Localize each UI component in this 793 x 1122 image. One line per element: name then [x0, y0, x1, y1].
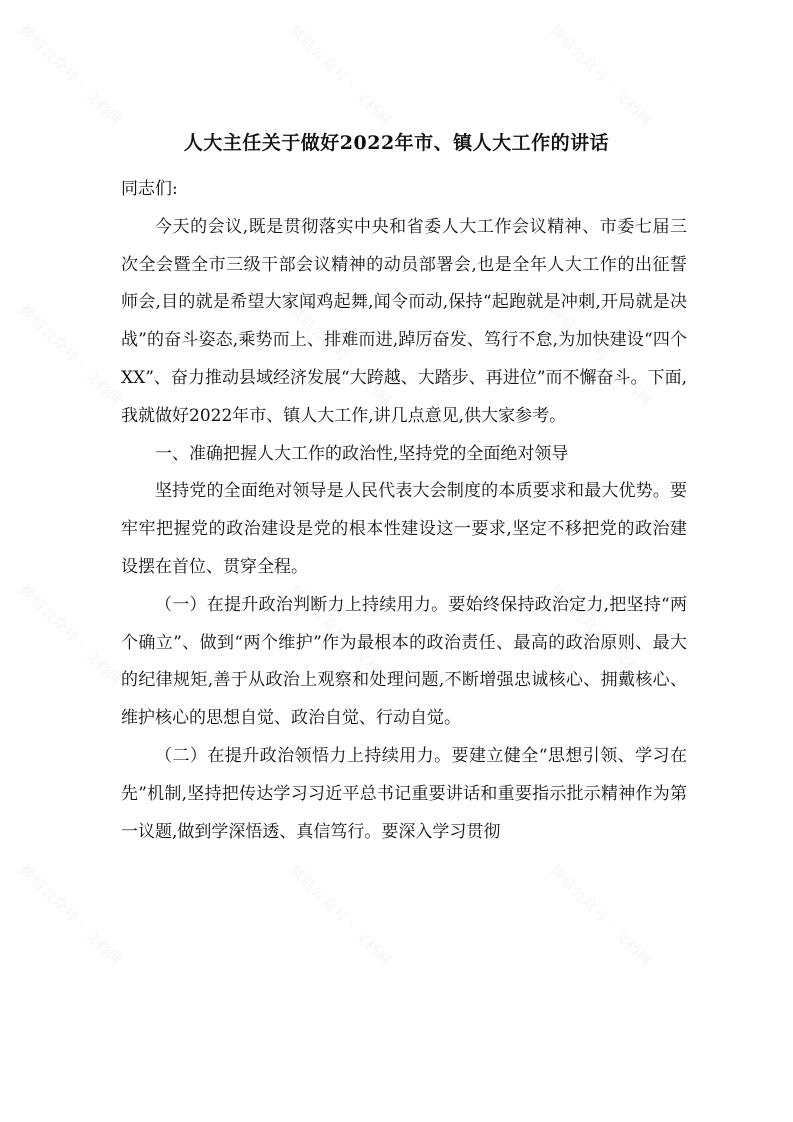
watermark: 微信公众号 · 文档网 — [546, 22, 655, 130]
paragraph-subsection-1: （一）在提升政治判断力上持续用力。要始终保持政治定力,把坚持“两个确立”、做到“两个维护”作为最根本的政治责任、最高的政治原则、最大的纪律规矩,善于从政治上观察和处理问题,不断增强忠诚核心、拥戴核心、维护核心的思想自觉、政治自觉、行动自觉。 — [121, 594, 687, 729]
watermark: 微信公众号 · 文档网 — [286, 302, 395, 410]
greeting: 同志们: — [121, 179, 178, 199]
document-title: 人大主任关于做好2022年市、镇人大工作的讲话 — [183, 132, 610, 154]
watermark: 微信公众号 · 文档网 — [546, 302, 655, 410]
watermark: 微信公众号 · 文档网 — [546, 582, 655, 690]
watermark: 微信公众号 · 文档网 — [286, 862, 395, 970]
paragraph-subsection-2: （二）在提升政治领悟力上持续用力。要建立健全“思想引领、学习在先”机制,坚持把传达学习习近平总书记重要讲话和重要指示批示精神作为第一议题,做到学深悟透、真信笃行。要深入学习贯彻 — [121, 745, 687, 842]
watermark: 微信公众号 · 文档网 — [16, 22, 125, 130]
watermark: 微信公众号 · 文档网 — [16, 582, 125, 690]
watermark: 微信公众号 · 文档网 — [286, 582, 395, 690]
watermark: 微信公众号 · 文档网 — [546, 862, 655, 970]
section-heading-1: 一、准确把握人大工作的政治性,坚持党的全面绝对领导 — [155, 443, 569, 464]
watermark: 微信公众号 · 文档网 — [16, 862, 125, 970]
document-body — [121, 171, 687, 851]
paragraph-intro: 今天的会议,既是贯彻落实中央和省委人大工作会议精神、市委七届三次全会暨全市三级干部会议精神的动员部署会,也是全年人大工作的出征誓师会,目的就是希望大家闻鸡起舞,闻令而动,保持“起跑就是冲刺,开局就是决战”的奋斗姿态,乘势而上、排难而进,踔厉奋发、笃行不怠,为加快建设“四个XX”、奋力推动县域经济发展“大跨越、大踏步、再进位”而不懈奋斗。下面,我就做好2022年市、镇人大工作,讲几点意见,供大家参考。 — [121, 216, 687, 426]
paragraph-section-1: 坚持党的全面绝对领导是人民代表大会制度的本质要求和最大优势。要牢牢把握党的政治建设是党的根本性建设这一要求,坚定不移把党的政治建设摆在首位、贯穿全程。 — [121, 481, 687, 577]
watermark: 微信公众号 · 文档网 — [16, 302, 125, 410]
watermark: 微信公众号 · 文档网 — [286, 22, 395, 130]
